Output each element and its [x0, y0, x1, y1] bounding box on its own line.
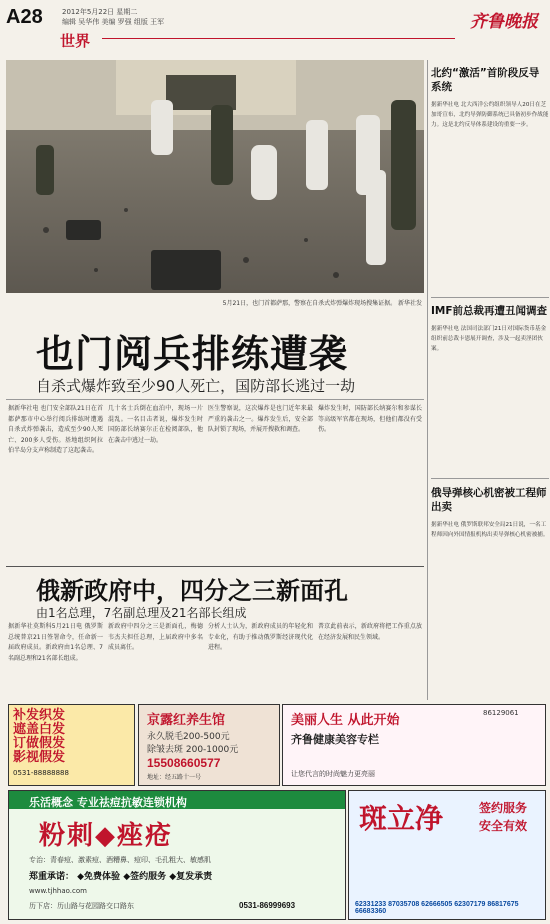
ad-phone: 0531-88888888	[13, 769, 69, 777]
main-headline: 也门阅兵排练遭袭	[36, 332, 349, 376]
ad-title: 斑立净	[359, 802, 444, 835]
story1-col-3: 医生警察说，这次爆炸是也门近年来最严重的袭击之一。爆炸发生后，安全部队封锁了现场，并展开搜救和调查。	[208, 405, 313, 433]
story1-rule	[6, 399, 424, 400]
ad-wig	[8, 704, 135, 786]
story1-col-1: 据新华社电 也门安全部队21日在首都萨那市中心举行阅兵排练时遭遇自杀式炸弹袭击，造成至少90人死亡、200多人受伤。基地组织阿拉伯半岛分支声称制造了这起袭击。	[8, 405, 103, 454]
sidebar-item-3	[431, 486, 549, 540]
sidebar-item-1	[431, 66, 549, 130]
story2-top-rule	[6, 566, 424, 567]
ad-title: 京露红养生馆	[147, 713, 226, 728]
news-photo	[6, 60, 424, 293]
ad-foot: 让您代言的时尚魅力更亮丽	[291, 770, 375, 778]
story2-col-4: 普京此前表示，新政府将把工作重点放在经济发展和民生领域。	[318, 623, 422, 641]
ad-note: 地址：经五路十一号	[147, 774, 202, 781]
page-number: A28	[6, 6, 43, 28]
ad-phone: 86129061	[483, 709, 519, 717]
ad-text: 永久脱毛200-500元	[147, 732, 230, 742]
editors-line: 编辑 吴华伟 美编 罗强 组版 王军	[62, 18, 165, 26]
photo-caption: 5月21日，也门首都萨那，警察在自杀式炸弹爆炸现场搜集证据。 新华社发	[222, 300, 422, 307]
story2-col-1: 据新华社莫斯科5月21日电 俄罗斯总统普京21日签署命令，任命新一届政府成员。新政府由1名总理、7名副总理和21名部长组成。	[8, 623, 103, 662]
ads-area	[0, 704, 550, 924]
ad-headline: 粉刺◆痤疮	[39, 821, 173, 851]
ad-url: www.tjhhao.com	[29, 887, 87, 895]
ad-beauty-column	[282, 704, 546, 786]
page-header	[0, 0, 550, 60]
ad-text: 补发织发	[13, 708, 66, 723]
ad-text: 除皱去斑 200-1000元	[147, 745, 239, 755]
header-rule	[102, 38, 455, 39]
story2-subheadline: 由1名总理，7名副总理及21名部长组成	[36, 606, 247, 620]
ad-title: 美丽人生 从此开始	[291, 713, 400, 728]
ad-spa	[138, 704, 280, 786]
sidebar-headline: IMF前总裁再遭丑闻调查	[431, 305, 548, 317]
ad-address: 历下店：历山路与花园路交口路东	[29, 902, 134, 910]
sidebar-headline: 俄导弹核心机密被工程师出卖	[431, 487, 547, 513]
ad-acne-clinic	[8, 790, 346, 920]
date-line: 2012年5月22日 星期二	[62, 8, 138, 16]
ad-bullets: 郑重承诺： ◆免费体验 ◆签约服务 ◆复发承责	[29, 872, 213, 882]
story1-col-2: 几十名士兵倒在血泊中，现场一片混乱。一名目击者说，爆炸发生时国防部长纳赛尔正在检阅部队，他在袭击中逃过一劫。	[108, 405, 203, 444]
ad-text: 专治：青春痘、激素痘、酒糟鼻、痘印、毛孔粗大、敏感肌	[29, 856, 211, 864]
sidebar-text: 据新华社电 俄罗斯联邦安全局21日说，一名工程师因向外国情报机构出卖导弹核心机密被捕。	[431, 522, 549, 538]
story2-col-2: 新政府中四分之三是新面孔，梅德韦杰夫担任总理，上届政府中多名成员离任。	[108, 623, 203, 651]
sidebar-news	[427, 60, 550, 716]
story2-headline: 俄新政府中，四分之三新面孔	[36, 577, 348, 605]
newspaper-logo: 齐鲁晚报	[470, 12, 538, 32]
ad-tag: 签约服务	[479, 801, 528, 815]
story2-col-3: 分析人士认为，新政府成员的年轻化和专业化，有助于推动俄罗斯经济现代化进程。	[208, 623, 313, 651]
main-subheadline: 自杀式爆炸致至少90人死亡，国防部长逃过一劫	[36, 377, 356, 395]
ad-phone: 15508660577	[147, 756, 221, 770]
story1-col-4: 爆炸发生时，国防部长纳赛尔和参谋长等高级军官都在现场，但他们都没有受伤。	[318, 405, 422, 433]
section-title: 世界	[60, 32, 91, 50]
sidebar-item-2	[431, 304, 549, 354]
sidebar-text: 据新华社电 法国司法部门21日对国际货币基金组织前总裁卡恩展开调查，涉及一起卖淫团伙案。	[431, 326, 547, 352]
ad-text: 订做假发	[13, 736, 66, 751]
ad-phones: 62331233 87035708 62666505 62307179 86817675 66683360	[355, 901, 519, 915]
sidebar-headline: 北约“激活”首阶段反导系统	[431, 67, 540, 93]
ad-title: 乐活概念 专业祛痘抗敏连锁机构	[29, 796, 187, 809]
ad-text: 遮盖白发	[13, 722, 66, 737]
ad-text: 影视假发	[13, 750, 66, 765]
sidebar-text: 据新华社电 北大西洋公约组织领导人20日在芝加哥宣布，北约导弹防御系统已具备初步作战能力。这是北约反导体系建设的重要一步。	[431, 102, 549, 128]
ad-spot-removal	[348, 790, 546, 920]
ad-tag: 安全有效	[479, 819, 528, 833]
ad-subtitle: 齐鲁健康美容专栏	[291, 733, 379, 746]
ad-phone: 0531-86999693	[239, 901, 296, 910]
